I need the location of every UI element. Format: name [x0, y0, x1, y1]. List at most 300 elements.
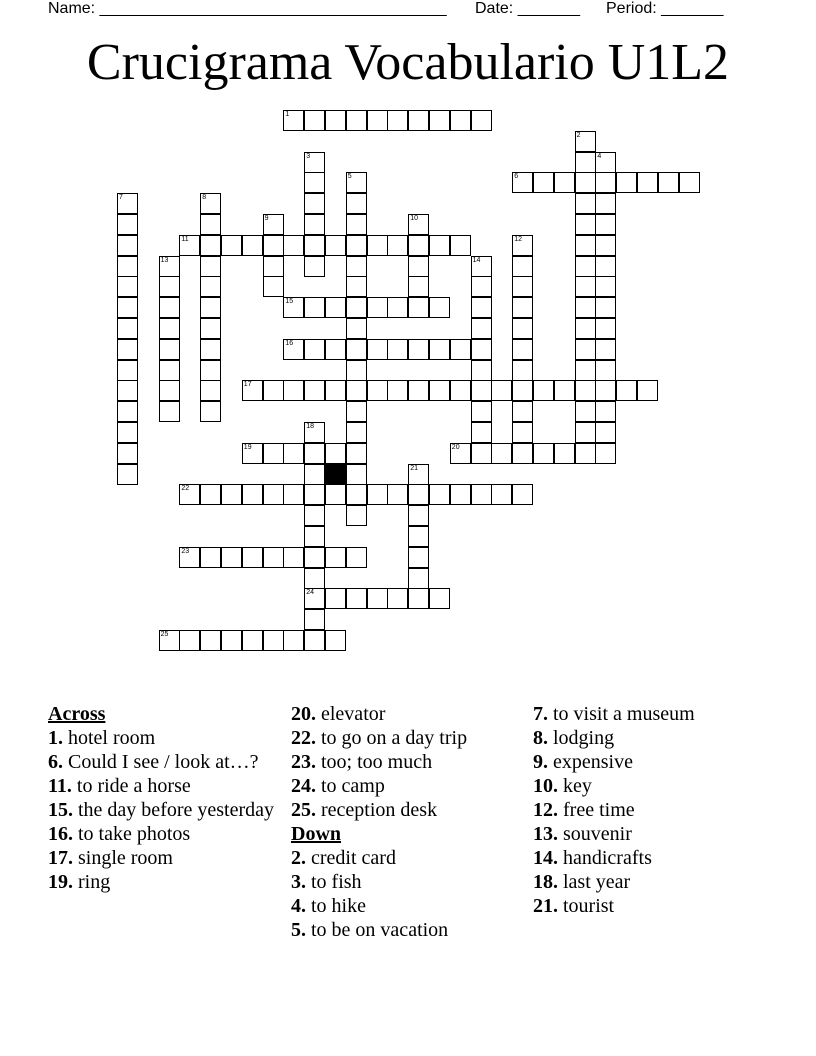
crossword-cell[interactable]: [263, 235, 284, 256]
crossword-cell[interactable]: [616, 380, 637, 401]
crossword-cell[interactable]: [117, 360, 138, 381]
clue-number: 24.: [291, 775, 316, 797]
crossword-cell[interactable]: [429, 484, 450, 505]
crossword-cell[interactable]: [575, 131, 596, 152]
crossword-cell[interactable]: [200, 276, 221, 297]
crossword-cell[interactable]: [346, 380, 367, 401]
cell-number: 24: [306, 589, 314, 597]
crossword-cell[interactable]: [575, 152, 596, 173]
crossword-cell[interactable]: [346, 588, 367, 609]
crossword-cell[interactable]: [408, 276, 429, 297]
clue-text: to fish: [306, 871, 362, 893]
crossword-cell[interactable]: [408, 256, 429, 277]
crossword-cell[interactable]: [283, 235, 304, 256]
crossword-cell[interactable]: [325, 235, 346, 256]
crossword-cell[interactable]: [304, 443, 325, 464]
crossword-cell[interactable]: [304, 256, 325, 277]
crossword-cell[interactable]: [637, 380, 658, 401]
crossword-cell[interactable]: [658, 172, 679, 193]
cell-number: 4: [597, 152, 602, 160]
crossword-cell[interactable]: [387, 297, 408, 318]
crossword-cell[interactable]: [575, 214, 596, 235]
clues-column-2: [291, 702, 521, 942]
crossword-cell[interactable]: [575, 235, 596, 256]
crossword-cell[interactable]: [117, 297, 138, 318]
crossword-cell[interactable]: [325, 380, 346, 401]
cell-number: 9: [264, 215, 269, 222]
crossword-cell[interactable]: [471, 318, 492, 339]
crossword-cell[interactable]: [346, 318, 367, 339]
crossword-cell[interactable]: [346, 297, 367, 318]
crossword-cell[interactable]: [408, 547, 429, 568]
crossword-cell[interactable]: [471, 422, 492, 443]
crossword-cell[interactable]: [429, 297, 450, 318]
crossword-cell[interactable]: [512, 297, 533, 318]
crossword-cell[interactable]: [221, 547, 242, 568]
cell-number: 25: [160, 631, 169, 638]
crossword-cell[interactable]: [242, 547, 263, 568]
crossword-cell[interactable]: [679, 172, 700, 193]
clue-text: last year: [558, 871, 631, 893]
crossword-cell[interactable]: [200, 256, 221, 277]
crossword-cell[interactable]: [346, 547, 367, 568]
crossword-cell[interactable]: [471, 110, 492, 131]
crossword-cell[interactable]: [450, 339, 471, 360]
crossword-cell[interactable]: [595, 152, 616, 173]
crossword-cell[interactable]: [595, 214, 616, 235]
crossword-cell[interactable]: [346, 276, 367, 297]
crossword-cell[interactable]: [200, 360, 221, 381]
crossword-cell[interactable]: [159, 630, 180, 651]
name-field[interactable]: Name: _______________________________________: [48, 0, 447, 17]
crossword-cell[interactable]: [263, 484, 284, 505]
crossword-cell[interactable]: [408, 526, 429, 547]
clue-number: 8.: [533, 727, 548, 749]
cell-number: 18: [306, 423, 314, 430]
crossword-cell[interactable]: [117, 318, 138, 339]
cell-number: 11: [181, 235, 189, 243]
crossword-cell[interactable]: [575, 360, 596, 381]
crossword-cell[interactable]: [325, 547, 346, 568]
crossword-cell[interactable]: [408, 505, 429, 526]
down-clues-list: [291, 846, 521, 942]
crossword-cell[interactable]: [346, 235, 367, 256]
clue-text: elevator: [316, 703, 386, 725]
crossword-cell[interactable]: [325, 588, 346, 609]
crossword-cell[interactable]: [117, 235, 138, 256]
crossword-cell[interactable]: [283, 547, 304, 568]
crossword-cell[interactable]: [595, 172, 616, 193]
clue-number: 19.: [48, 871, 73, 893]
crossword-cell[interactable]: [491, 443, 512, 464]
clue-item: [533, 894, 773, 918]
crossword-cell[interactable]: [429, 380, 450, 401]
crossword-cell[interactable]: [283, 443, 304, 464]
crossword-cell[interactable]: [179, 484, 200, 505]
crossword-cell[interactable]: [575, 297, 596, 318]
crossword-cell[interactable]: [117, 401, 138, 422]
crossword-cell[interactable]: [263, 547, 284, 568]
crossword-cell[interactable]: [200, 339, 221, 360]
crossword-cell[interactable]: [325, 443, 346, 464]
crossword-cell[interactable]: [408, 588, 429, 609]
crossword-cell[interactable]: [221, 235, 242, 256]
page-title: Crucigrama Vocabulario U1L2: [86, 34, 730, 91]
crossword-cell[interactable]: [325, 110, 346, 131]
crossword-cell[interactable]: [346, 110, 367, 131]
crossword-cell[interactable]: [595, 276, 616, 297]
crossword-cell[interactable]: [159, 256, 180, 277]
clue-item: [533, 774, 773, 798]
crossword-cell[interactable]: [346, 422, 367, 443]
clue-item: [48, 726, 278, 750]
cell-number: 23: [181, 547, 190, 555]
crossword-cell[interactable]: [491, 380, 512, 401]
crossword-cell[interactable]: [512, 256, 533, 277]
crossword-cell[interactable]: [159, 276, 180, 297]
clue-number: 17.: [48, 847, 73, 869]
crossword-cell[interactable]: [159, 318, 180, 339]
crossword-cell[interactable]: [200, 401, 221, 422]
crossword-cell[interactable]: [367, 235, 388, 256]
crossword-cell[interactable]: [408, 464, 429, 485]
clue-number: 11.: [48, 775, 72, 797]
period-field[interactable]: Period: _______: [606, 0, 724, 17]
crossword-cell[interactable]: [325, 630, 346, 651]
crossword-cell[interactable]: [533, 443, 554, 464]
crossword-cell[interactable]: [346, 172, 367, 193]
crossword-cell[interactable]: [159, 380, 180, 401]
crossword-cell[interactable]: [575, 318, 596, 339]
crossword-cell[interactable]: [242, 630, 263, 651]
crossword-cell[interactable]: [117, 256, 138, 277]
clue-item: [48, 846, 278, 870]
crossword-cell[interactable]: [491, 484, 512, 505]
crossword-cell[interactable]: [554, 172, 575, 193]
clue-item: [291, 894, 521, 918]
crossword-cell[interactable]: [200, 297, 221, 318]
clue-text: handicrafts: [558, 847, 652, 869]
clue-item: [533, 798, 773, 822]
crossword-cell[interactable]: [367, 484, 388, 505]
crossword-cell[interactable]: [575, 193, 596, 214]
crossword-cell[interactable]: [637, 172, 658, 193]
crossword-cell[interactable]: [595, 380, 616, 401]
crossword-cell[interactable]: [471, 484, 492, 505]
crossword-cell[interactable]: [429, 235, 450, 256]
clues-column-3: [533, 702, 773, 918]
crossword-cell[interactable]: [533, 172, 554, 193]
crossword-cell[interactable]: [304, 214, 325, 235]
crossword-cell[interactable]: [408, 380, 429, 401]
crossword-cell[interactable]: [512, 401, 533, 422]
clue-item: [533, 750, 773, 774]
crossword-cell[interactable]: [450, 110, 471, 131]
clue-text: reception desk: [316, 799, 438, 821]
clue-item: [533, 846, 773, 870]
crossword-cell[interactable]: [304, 568, 325, 589]
crossword-cell[interactable]: [304, 193, 325, 214]
crossword-cell[interactable]: [325, 297, 346, 318]
clue-number: 7.: [533, 703, 548, 725]
crossword-cell[interactable]: [575, 422, 596, 443]
crossword-cell[interactable]: [346, 505, 367, 526]
crossword-cell[interactable]: [159, 297, 180, 318]
crossword-cell[interactable]: [304, 235, 325, 256]
clue-text: single room: [73, 847, 173, 869]
crossword-cell[interactable]: [304, 152, 325, 173]
crossword-cell[interactable]: [263, 443, 284, 464]
crossword-cell[interactable]: [263, 380, 284, 401]
crossword-cell[interactable]: [575, 256, 596, 277]
crossword-cell[interactable]: [200, 630, 221, 651]
clue-item: [48, 870, 278, 894]
crossword-cell[interactable]: [346, 256, 367, 277]
crossword-cell[interactable]: [387, 235, 408, 256]
crossword-cell[interactable]: [367, 380, 388, 401]
clue-number: 22.: [291, 727, 316, 749]
crossword-cell[interactable]: [117, 193, 138, 214]
crossword-cell[interactable]: [575, 443, 596, 464]
crossword-cell[interactable]: [575, 276, 596, 297]
crossword-cell[interactable]: [263, 256, 284, 277]
crossword-cell[interactable]: [450, 484, 471, 505]
cell-number: 22: [181, 485, 190, 493]
crossword-cell[interactable]: [159, 339, 180, 360]
crossword-cell[interactable]: [221, 630, 242, 651]
crossword-cell[interactable]: [283, 110, 304, 131]
crossword-cell[interactable]: [471, 443, 492, 464]
clue-number: 18.: [533, 871, 558, 893]
crossword-cell[interactable]: [408, 235, 429, 256]
clue-text: to ride a horse: [71, 775, 191, 797]
crossword-cell[interactable]: [346, 193, 367, 214]
crossword-cell[interactable]: [117, 422, 138, 443]
clue-item: [533, 870, 773, 894]
crossword-cell[interactable]: [200, 193, 221, 214]
cell-number: 8: [202, 194, 207, 202]
crossword-cell[interactable]: [283, 380, 304, 401]
crossword-cell[interactable]: [512, 484, 533, 505]
crossword-cell[interactable]: [117, 443, 138, 464]
crossword-cell[interactable]: [408, 339, 429, 360]
crossword-cell[interactable]: [283, 484, 304, 505]
crossword-cell[interactable]: [595, 297, 616, 318]
crossword-cell[interactable]: [304, 422, 325, 443]
crossword-cell[interactable]: [595, 422, 616, 443]
crossword-cell[interactable]: [595, 401, 616, 422]
crossword-cell[interactable]: [387, 110, 408, 131]
crossword-cell[interactable]: [159, 360, 180, 381]
crossword-cell[interactable]: [346, 464, 367, 485]
crossword-cell[interactable]: [325, 484, 346, 505]
crossword-cell[interactable]: [471, 256, 492, 277]
crossword-cell[interactable]: [408, 297, 429, 318]
crossword-cell[interactable]: [450, 443, 471, 464]
clue-item: [291, 750, 521, 774]
crossword-cell[interactable]: [408, 214, 429, 235]
crossword-cell[interactable]: [159, 401, 180, 422]
crossword-cell[interactable]: [263, 214, 284, 235]
crossword-cell[interactable]: [450, 235, 471, 256]
crossword-cell[interactable]: [595, 360, 616, 381]
crossword-cell[interactable]: [512, 443, 533, 464]
crossword-cell[interactable]: [346, 339, 367, 360]
crossword-cell[interactable]: [512, 339, 533, 360]
crossword-cell[interactable]: [471, 297, 492, 318]
crossword-cell[interactable]: [200, 484, 221, 505]
crossword-cell[interactable]: [117, 214, 138, 235]
crossword-cell[interactable]: [325, 339, 346, 360]
crossword-cell[interactable]: [471, 380, 492, 401]
clue-number: 16.: [48, 823, 73, 845]
crossword-cell[interactable]: [512, 422, 533, 443]
crossword-cell[interactable]: [283, 297, 304, 318]
clue-text: to hike: [306, 895, 366, 917]
crossword-cell[interactable]: [471, 360, 492, 381]
clue-item: [291, 918, 521, 942]
clue-text: to take photos: [73, 823, 191, 845]
crossword-cell[interactable]: [554, 380, 575, 401]
crossword-cell[interactable]: [387, 380, 408, 401]
clue-item: [291, 702, 521, 726]
crossword-cell[interactable]: [304, 110, 325, 131]
crossword-cell[interactable]: [533, 380, 554, 401]
crossword-cell[interactable]: [179, 547, 200, 568]
crossword-cell[interactable]: [179, 235, 200, 256]
crossword-cell[interactable]: [512, 276, 533, 297]
crossword-cell[interactable]: [471, 276, 492, 297]
crossword-cell[interactable]: [304, 339, 325, 360]
cell-number: 3: [306, 152, 311, 160]
crossword-cell[interactable]: [429, 339, 450, 360]
crossword-cell[interactable]: [595, 318, 616, 339]
cell-number: 15: [285, 298, 294, 306]
crossword-cell[interactable]: [304, 526, 325, 547]
clue-text: key: [558, 775, 592, 797]
cell-number: 12: [514, 235, 522, 243]
crossword-cell[interactable]: [304, 547, 325, 568]
clue-number: 5.: [291, 919, 306, 941]
crossword-cell[interactable]: [346, 443, 367, 464]
crossword-cell[interactable]: [283, 630, 304, 651]
crossword-cell[interactable]: [554, 443, 575, 464]
crossword-cell[interactable]: [367, 339, 388, 360]
crossword-cell[interactable]: [575, 339, 596, 360]
clue-text: free time: [558, 799, 635, 821]
crossword-cell[interactable]: [512, 318, 533, 339]
crossword-cell[interactable]: [512, 380, 533, 401]
crossword-cell[interactable]: [595, 339, 616, 360]
crossword-cell[interactable]: [304, 505, 325, 526]
down-clues-list-continued: [533, 702, 773, 918]
clue-number: 13.: [533, 823, 558, 845]
crossword-cell[interactable]: [304, 380, 325, 401]
clue-text: the day before yesterday: [73, 799, 275, 821]
crossword-cell[interactable]: [346, 214, 367, 235]
crossword-cell[interactable]: [575, 380, 596, 401]
crossword-cell[interactable]: [575, 172, 596, 193]
crossword-cell[interactable]: [595, 256, 616, 277]
crossword-cell[interactable]: [387, 484, 408, 505]
crossword-cell[interactable]: [346, 401, 367, 422]
crossword-cell[interactable]: [304, 630, 325, 651]
clue-item: [533, 702, 773, 726]
clue-text: to go on a day trip: [316, 727, 468, 749]
across-clues-list-continued: [291, 702, 521, 822]
crossword-cell[interactable]: [408, 568, 429, 589]
crossword-cell[interactable]: [387, 588, 408, 609]
crossword-cell[interactable]: [450, 380, 471, 401]
crossword-cell[interactable]: [200, 547, 221, 568]
crossword-cell[interactable]: [512, 235, 533, 256]
crossword-cell[interactable]: [304, 484, 325, 505]
crossword-cell[interactable]: [346, 484, 367, 505]
clue-text: to camp: [316, 775, 385, 797]
crossword-cell[interactable]: [367, 297, 388, 318]
crossword-cell[interactable]: [367, 588, 388, 609]
crossword-cell[interactable]: [304, 588, 325, 609]
date-field[interactable]: Date: _______: [475, 0, 580, 17]
clue-text: tourist: [558, 895, 615, 917]
crossword-cell[interactable]: [179, 630, 200, 651]
crossword-cell[interactable]: [471, 339, 492, 360]
clue-text: expensive: [548, 751, 633, 773]
crossword-cell[interactable]: [200, 318, 221, 339]
clue-number: 25.: [291, 799, 316, 821]
crossword-cell[interactable]: [408, 110, 429, 131]
crossword-cell[interactable]: [242, 235, 263, 256]
crossword-cell[interactable]: [408, 484, 429, 505]
crossword-cell[interactable]: [221, 484, 242, 505]
clue-text: credit card: [306, 847, 396, 869]
crossword-cell[interactable]: [512, 172, 533, 193]
crossword-cell[interactable]: [595, 193, 616, 214]
crossword-cell[interactable]: [367, 110, 388, 131]
crossword-cell[interactable]: [117, 464, 138, 485]
crossword-cell[interactable]: [595, 443, 616, 464]
crossword-cell[interactable]: [595, 235, 616, 256]
crossword-cell[interactable]: [117, 339, 138, 360]
crossword-cell[interactable]: [263, 276, 284, 297]
crossword-cell[interactable]: [575, 401, 596, 422]
crossword-cell[interactable]: [304, 609, 325, 630]
clue-item: [48, 750, 278, 774]
crossword-cell[interactable]: [304, 297, 325, 318]
clue-text: to visit a museum: [548, 703, 695, 725]
crossword-cell[interactable]: [512, 360, 533, 381]
crossword-cell[interactable]: [304, 464, 325, 485]
crossword-cell[interactable]: [471, 401, 492, 422]
crossword-cell[interactable]: [200, 214, 221, 235]
crossword-cell[interactable]: [616, 172, 637, 193]
crossword-cell[interactable]: [304, 172, 325, 193]
crossword-cell[interactable]: [242, 443, 263, 464]
crossword-cell[interactable]: [242, 380, 263, 401]
crossword-cell[interactable]: [117, 276, 138, 297]
crossword-cell[interactable]: [429, 588, 450, 609]
crossword-cell[interactable]: [387, 339, 408, 360]
crossword-cell[interactable]: [200, 380, 221, 401]
crossword-cell[interactable]: [283, 339, 304, 360]
crossword-cell[interactable]: [263, 630, 284, 651]
crossword-cell[interactable]: [346, 360, 367, 381]
crossword-cell[interactable]: [429, 110, 450, 131]
clue-item: [291, 846, 521, 870]
crossword-cell[interactable]: [242, 484, 263, 505]
crossword-cell[interactable]: [200, 235, 221, 256]
crossword-cell[interactable]: [117, 380, 138, 401]
